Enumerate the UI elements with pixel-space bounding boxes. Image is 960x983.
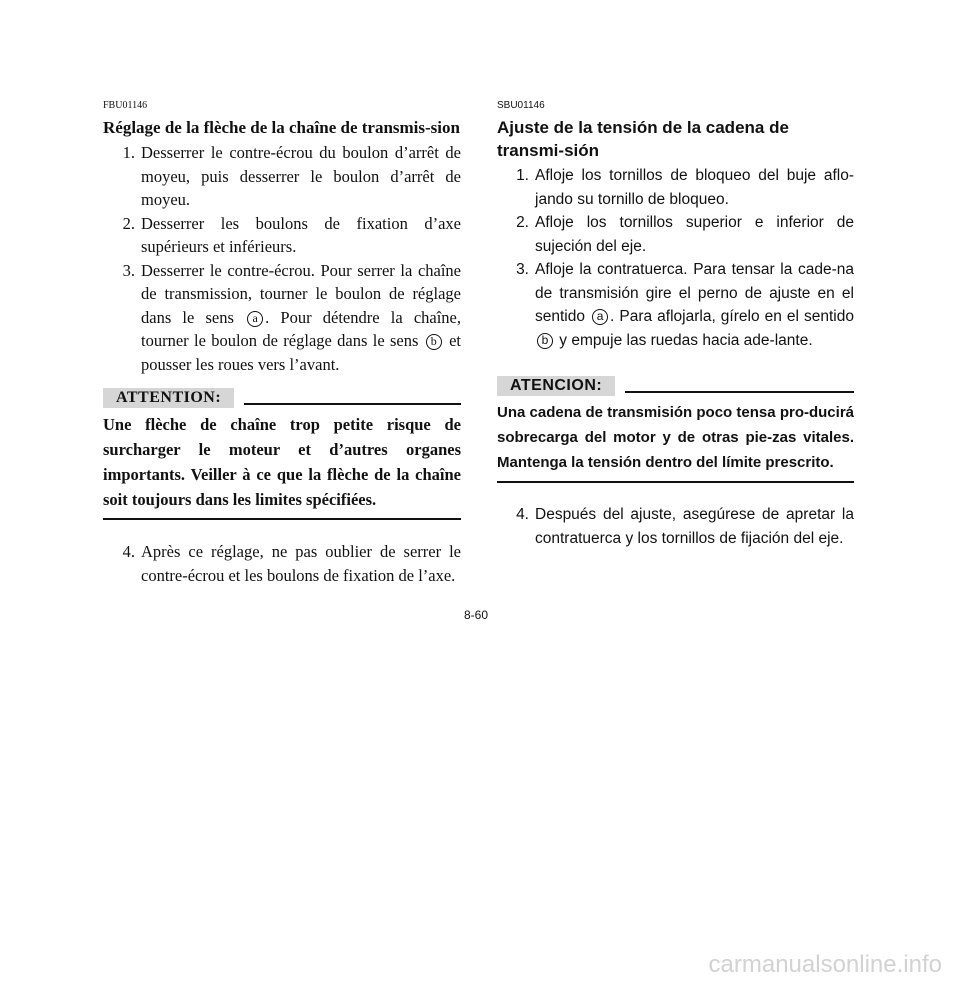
step-number: 2. [516,214,529,231]
warning-divider [625,391,854,393]
list-item [103,259,461,377]
steps-list [103,141,461,376]
step-text: Desserrer le contre-écrou du boulon d’arrêt de moyeu, puis desserrer le boulon d’arrêt de moyeu. [141,143,461,209]
list-item [497,164,854,211]
step-text-part: et pousser les roues vers l’avant. [141,331,461,374]
warning-text: Une flèche de chaîne trop petite risque de surcharger le moteur et d’autres organes importants. Veiller à ce que la flèche de la chaîne soit toujours dans les limites spécifiées. [103,412,461,520]
step-text: Después del ajuste, asegúrese de apretar la contratuerca y los tornillos de fijación del eje. [535,506,854,547]
marker-b-icon: b [537,333,553,349]
step-text-part: Afloje la contratuerca. Para tensar la cade-na de transmisión gire el perno de ajuste en el sentido [535,261,854,325]
step-text-part: Desserrer le contre-écrou. Pour serrer la chaîne de transmission, tourner le boulon de réglage dans le sens [141,260,461,327]
step-text: Afloje los tornillos de bloqueo del buje aflo-jando su tornillo de bloqueo. [535,167,854,208]
step-text: Afloje los tornillos superior e inferior de sujeción del eje. [535,214,854,255]
list-item [103,141,461,212]
step-number: 4. [516,506,529,523]
step-text: Desserrer les boulons de fixation d’axe supérieurs et inférieurs. [141,213,461,256]
watermark: carmanualsonline.info [708,951,942,978]
warning-label: ATTENTION: [103,388,234,408]
steps-list [497,164,854,352]
list-item [497,503,854,550]
step-number: 2. [122,213,135,233]
step-text-part: . Pour détendre la chaîne, tourner le boulon de réglage dans le sens [141,307,461,350]
warning-label: ATENCION: [497,376,615,396]
list-item [103,540,461,587]
marker-a-icon: a [592,309,608,325]
step-text [141,259,461,377]
page-number: 8-60 [464,608,489,622]
section-title: Ajuste de la tensión de la cadena de transmi-sión [497,118,789,160]
list-item [497,258,854,352]
warning-header [497,376,854,396]
step-number: 3. [516,261,529,278]
step-text [535,258,854,352]
marker-a-icon: a [247,311,263,327]
step-number: 1. [516,167,529,184]
step-text-part: . Para aflojarla, gírelo en el sentido [610,308,854,325]
spanish-column [497,100,854,550]
steps-list-continued [497,503,854,550]
warning-header [103,388,461,408]
warning-text: Una cadena de transmisión poco tensa pro-ducirá sobrecarga del motor y de otras pie-zas vitales. Mantenga la tensión dentro del límite prescrito. [497,400,854,483]
steps-list-continued [103,540,461,587]
list-item [103,212,461,259]
list-item [497,211,854,258]
marker-b-icon: b [426,334,442,350]
step-text: Après ce réglage, ne pas oublier de serrer le contre-écrou et les boulons de fixation de l’axe. [141,542,461,585]
step-text-part: y empuje las ruedas hacia ade-lante. [555,331,813,349]
step-number: 4. [122,542,135,561]
section-title: Réglage de la flèche de la chaîne de transmis-sion [103,118,460,137]
section-code: SBU01146 [497,100,545,111]
section-code: FBU01146 [103,100,148,111]
french-column [103,100,461,587]
warning-divider [244,403,461,405]
step-number: 1. [122,143,135,162]
step-number: 3. [122,260,135,280]
